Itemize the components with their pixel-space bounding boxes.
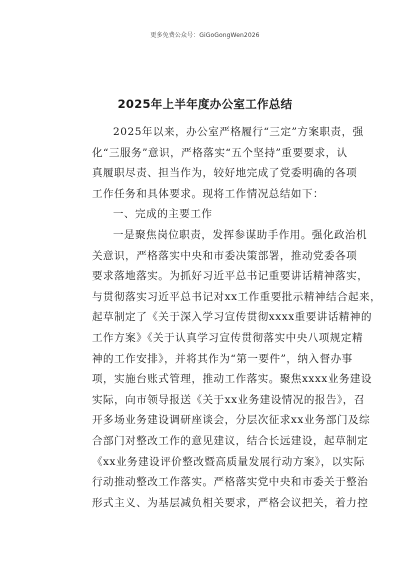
paragraph-line: 工作方案》《关于认真学习宣传贯彻落实中央八项规定精	[92, 331, 363, 344]
header-watermark: 更多免费公众号：GiGoGongWen2026	[150, 32, 260, 39]
paragraph-line: 行动推动整改工作落实。严格落实党中央和市委关于整治	[92, 476, 369, 489]
paragraph-line: 化“三服务”意识，严格落实“五个坚持”重要要求，认	[92, 146, 348, 159]
document-title: 2025年上半年度办公室工作总结	[117, 97, 293, 111]
paragraph-line: 一、完成的主要工作	[113, 208, 213, 221]
paragraph-line: 一是聚焦岗位职责，发挥参谋助手作用。强化政治机	[113, 228, 368, 241]
paragraph-line: 开多场业务建设调研座谈会，分层次征求xx业务部门及综	[92, 414, 371, 427]
paragraph-line: 形式主义、为基层减负相关要求，严格会议把关，着力控	[92, 496, 369, 509]
paragraph-line: 要求落地落实。为抓好习近平总书记重要讲话精神落实，	[92, 270, 369, 283]
paragraph-line: 真履职尽责、担当作为，较好地完成了党委明确的各项	[92, 167, 358, 180]
paragraph-line: 起草制定了《关于深入学习宣传贯彻xxxx重要讲话精神的	[92, 311, 373, 324]
paragraph-line: 《xx业务建设评价整改暨高质量发展行动方案》，以实际	[92, 455, 365, 468]
paragraph-line: 实际，向市领导报送《关于xx业务建设情况的报告》，召	[92, 393, 365, 406]
paragraph-line: 工作任务和具体要求。现将工作情况总结如下：	[92, 187, 325, 200]
paragraph-line: 神的工作安排》，并将其作为“第一要件”，纳入督办事	[92, 352, 353, 365]
paragraph-line: 2025年以来，办公室严格履行“三定”方案职责，强	[113, 126, 364, 138]
document-body	[92, 122, 382, 513]
paragraph-line: 关意识，严格落实中央和市委决策部署，推动党委各项	[92, 249, 358, 262]
paragraph-line: 项，实施台账式管理，推动工作落实。聚焦xxxx业务建设	[92, 373, 373, 386]
paragraph-line: 合部门对整改工作的意见建议，结合长远建设，起草制定	[92, 434, 369, 447]
paragraph-line: 与贯彻落实习近平总书记对xx工作重要批示精神结合起来，	[92, 290, 382, 303]
